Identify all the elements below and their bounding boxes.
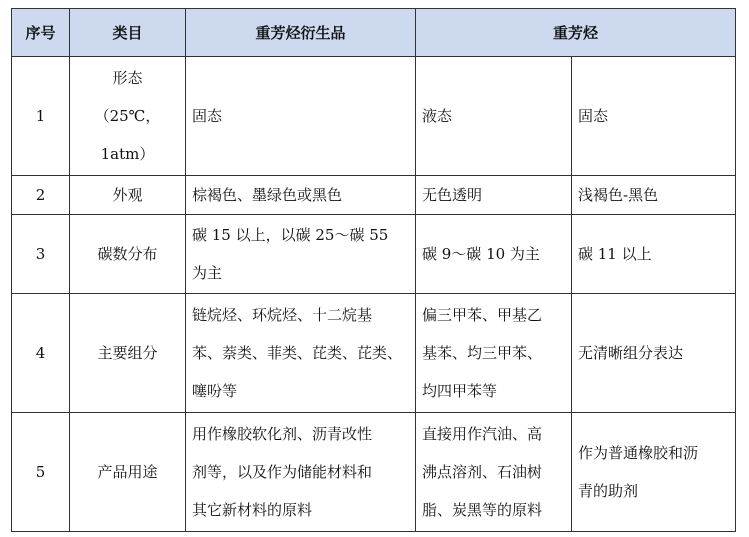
cell-line: 噻吩等 (192, 382, 238, 400)
cell-line: 均四甲苯等 (422, 382, 498, 400)
cell-line: 形态 (112, 69, 143, 87)
cell-line: 沸点溶剂、石油树 (422, 463, 543, 481)
derivative-cell (186, 176, 416, 215)
cell-line: 为主 (192, 264, 223, 282)
cell-line: 浅褐色-黑色 (578, 186, 659, 204)
cell-line: 基苯、均三甲苯、 (422, 344, 543, 362)
cell-line: 1atm） (100, 145, 155, 163)
table-row (12, 294, 736, 413)
liquid-cell (416, 294, 572, 413)
header-no: 序号 (12, 9, 70, 57)
category-cell (70, 413, 186, 532)
derivative-cell (186, 413, 416, 532)
cell-line: 碳 9～碳 10 为主 (422, 245, 540, 263)
row-number: 4 (12, 294, 70, 413)
cell-line: 无色透明 (422, 186, 483, 204)
category-cell (70, 57, 186, 176)
cell-line: 液态 (422, 107, 453, 125)
cell-line: 主要组分 (97, 344, 158, 362)
derivative-cell (186, 215, 416, 294)
cell-line: 苯、萘类、菲类、芘类、芘类、 (192, 344, 403, 362)
table-row (12, 176, 736, 215)
header-heavy-aromatics: 重芳烃 (416, 9, 736, 57)
liquid-cell (416, 413, 572, 532)
row-number: 1 (12, 57, 70, 176)
cell-line: 碳数分布 (97, 245, 158, 263)
cell-line: 其它新材料的原料 (192, 501, 313, 519)
cell-line: 无清晰组分表达 (578, 344, 684, 362)
row-number: 3 (12, 215, 70, 294)
category-cell (70, 294, 186, 413)
cell-line: 棕褐色、墨绿色或黑色 (192, 186, 343, 204)
cell-line: 固态 (192, 107, 223, 125)
cell-line: 剂等，以及作为储能材料和 (192, 463, 373, 481)
other-cell (572, 176, 736, 215)
cell-line: 作为普通橡胶和沥 (578, 444, 699, 462)
other-cell (572, 57, 736, 176)
header-row (12, 9, 736, 57)
cell-line: 脂、炭黑等的原料 (422, 501, 543, 519)
table-row (12, 215, 736, 294)
liquid-cell (416, 176, 572, 215)
cell-line: （25℃， (94, 107, 161, 125)
cell-line: 链烷烃、环烷烃、十二烷基 (192, 306, 373, 324)
other-cell (572, 294, 736, 413)
category-cell (70, 215, 186, 294)
liquid-cell (416, 215, 572, 294)
table-row (12, 413, 736, 532)
cell-line: 碳 11 以上 (578, 245, 652, 263)
derivative-cell (186, 294, 416, 413)
cell-line: 直接用作汽油、高 (422, 425, 543, 443)
other-cell (572, 215, 736, 294)
category-cell (70, 176, 186, 215)
cell-line: 用作橡胶软化剂、沥青改性 (192, 425, 373, 443)
cell-line: 青的助剂 (578, 482, 639, 500)
cell-line: 偏三甲苯、甲基乙 (422, 306, 543, 324)
header-category: 类目 (70, 9, 186, 57)
cell-line: 固态 (578, 107, 609, 125)
comparison-table (11, 8, 736, 532)
other-cell (572, 413, 736, 532)
cell-line: 碳 15 以上，以碳 25～碳 55 (192, 226, 389, 244)
derivative-cell (186, 57, 416, 176)
row-number: 2 (12, 176, 70, 215)
table-row (12, 57, 736, 176)
row-number: 5 (12, 413, 70, 532)
cell-line: 产品用途 (97, 463, 158, 481)
liquid-cell (416, 57, 572, 176)
header-derivative: 重芳烃衍生品 (186, 9, 416, 57)
cell-line: 外观 (112, 186, 143, 204)
